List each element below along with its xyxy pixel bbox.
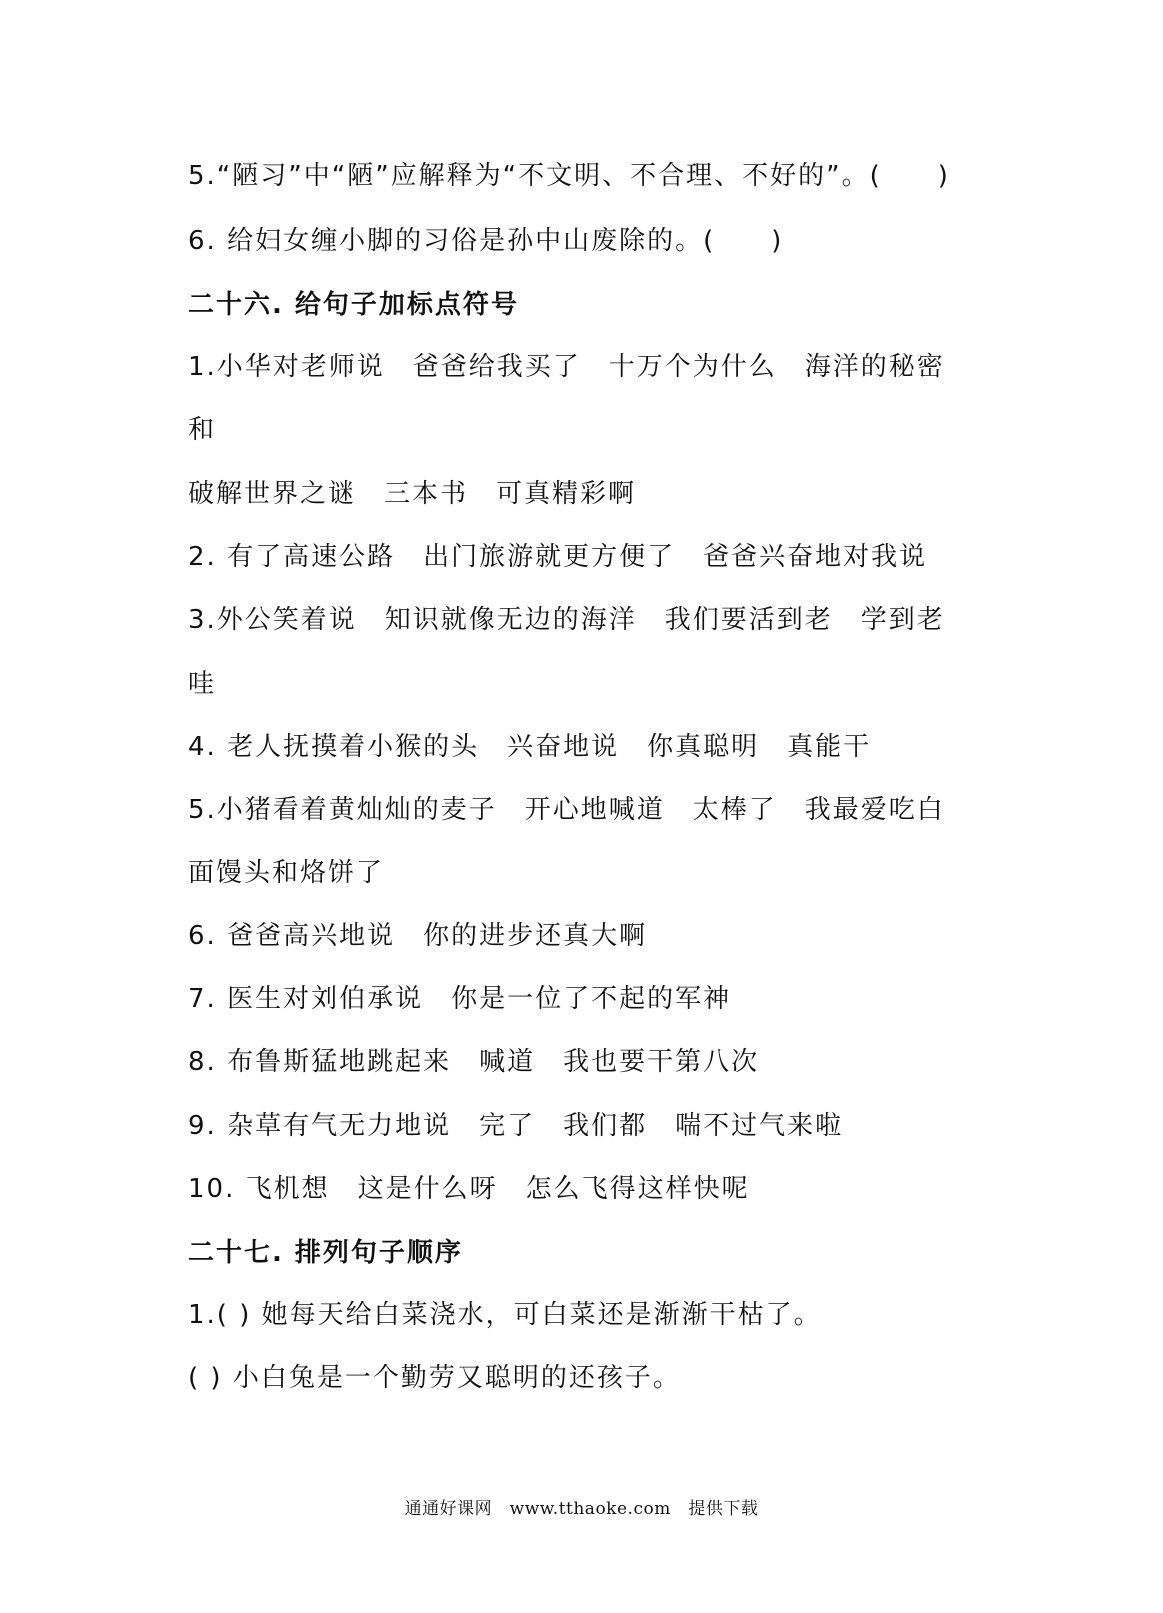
footer-source: 通通好课网 www.tthaoke.com 提供下载 bbox=[404, 1499, 759, 1519]
punctuation-item-8: 8. 布鲁斯猛地跳起来 喊道 我也要干第八次 bbox=[188, 1047, 760, 1077]
section-heading-27: 二十七. 排列句子顺序 bbox=[188, 1238, 463, 1268]
punctuation-item-2: 2. 有了高速公路 出门旅游就更方便了 爸爸兴奋地对我说 bbox=[188, 542, 928, 572]
punctuation-item-1: 1.小华对老师说 爸爸给我买了 十万个为什么 海洋的秘密 bbox=[188, 352, 945, 382]
punctuation-item-6: 6. 爸爸高兴地说 你的进步还真大啊 bbox=[188, 921, 648, 951]
punctuation-item-7: 7. 医生对刘伯承说 你是一位了不起的军神 bbox=[188, 984, 732, 1014]
question-true-false-5: 5.“陋习”中“陋”应解释为“不文明、不合理、不好的”。( ) bbox=[188, 161, 950, 191]
question-true-false-6: 6. 给妇女缠小脚的习俗是孙中山废除的。( ) bbox=[188, 226, 784, 256]
punctuation-item-10: 10. 飞机想 这是什么呀 怎么飞得这样快呢 bbox=[188, 1174, 750, 1204]
punctuation-item-5: 5.小猪看着黄灿灿的麦子 开心地喊道 太棒了 我最爱吃白 bbox=[188, 795, 945, 825]
punctuation-item-1-cont-a: 和 bbox=[188, 415, 217, 445]
punctuation-item-4: 4. 老人抚摸着小猴的头 兴奋地说 你真聪明 真能干 bbox=[188, 732, 872, 762]
ordering-item-2: ( ) 小白兔是一个勤劳又聪明的还孩子。 bbox=[188, 1363, 681, 1393]
ordering-item-1: 1.( ) 她每天给白菜浇水，可白菜还是渐渐干枯了。 bbox=[188, 1300, 822, 1330]
punctuation-item-3: 3.外公笑着说 知识就像无边的海洋 我们要活到老 学到老 bbox=[188, 605, 945, 635]
section-heading-26: 二十六. 给句子加标点符号 bbox=[188, 290, 519, 320]
punctuation-item-1-cont-b: 破解世界之谜 三本书 可真精彩啊 bbox=[188, 479, 637, 509]
punctuation-item-3-cont: 哇 bbox=[188, 669, 217, 699]
punctuation-item-5-cont: 面馒头和烙饼了 bbox=[188, 858, 385, 888]
punctuation-item-9: 9. 杂草有气无力地说 完了 我们都 喘不过气来啦 bbox=[188, 1111, 844, 1141]
